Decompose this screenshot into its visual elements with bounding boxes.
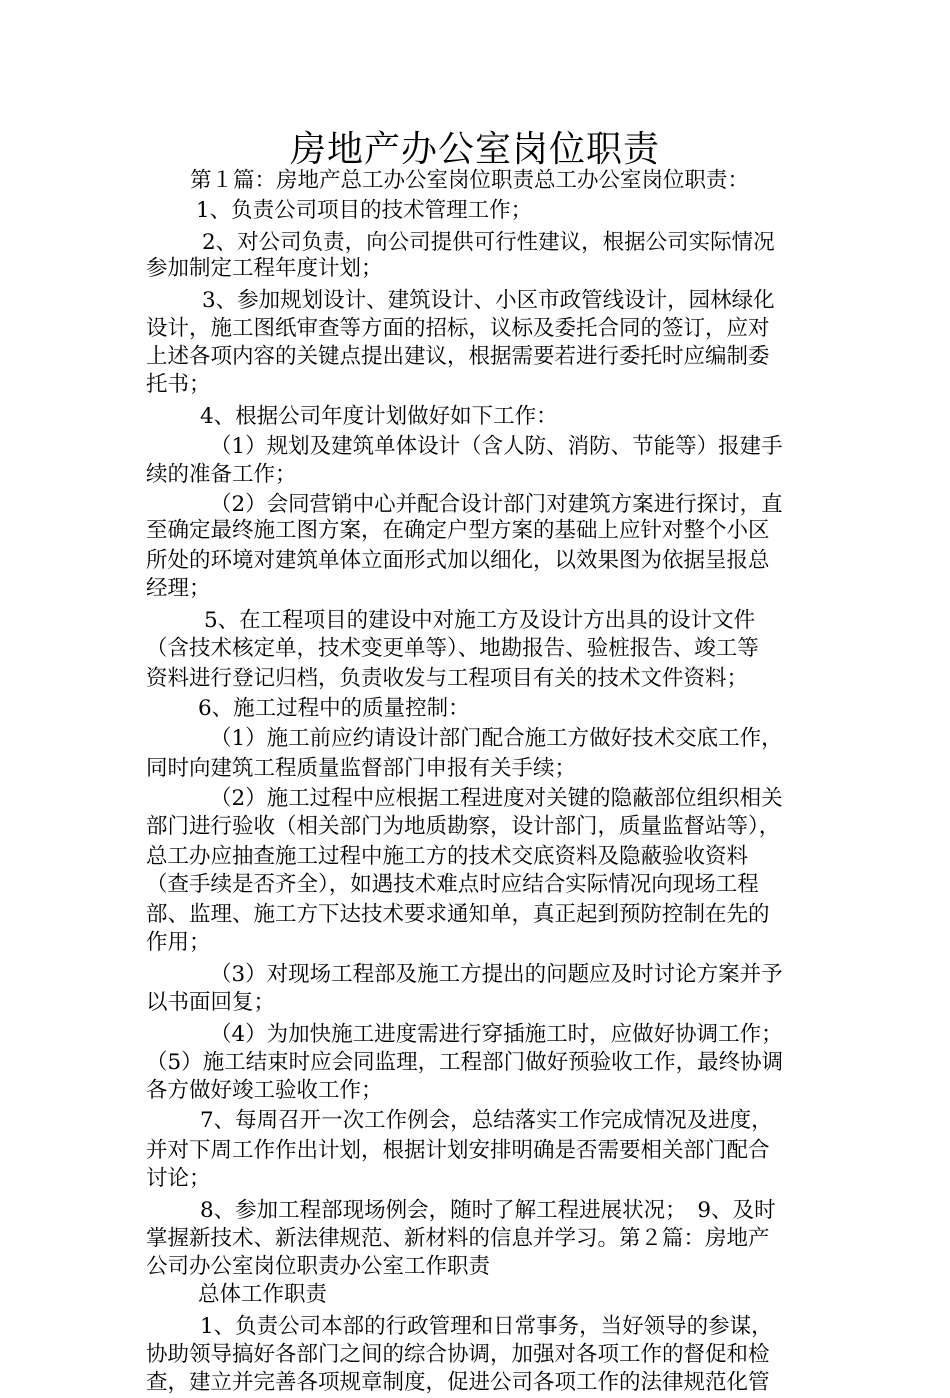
document-line: （2）施工过程中应根据工程进度对关键的隐蔽部位组织相关 (210, 786, 783, 811)
document-line: 资料进行登记归档，负责收发与工程项目有关的技术文件资料； (146, 666, 749, 691)
document-line: 托书； (146, 372, 211, 397)
document-line: 总体工作职责 (198, 1282, 328, 1307)
document-line: （1）施工前应约请设计部门配合施工方做好技术交底工作， (210, 726, 783, 751)
document-title: 房地产办公室岗位职责 (289, 129, 660, 170)
document-line: （2）会同营销中心并配合设计部门对建筑方案进行探讨，直 (210, 492, 783, 517)
document-line: 以书面回复； (146, 990, 276, 1015)
document-line: 讨论； (146, 1166, 211, 1191)
document-line: 协助领导搞好各部门之间的综合协调，加强对各项工作的督促和检 (146, 1342, 770, 1367)
document-line: 4、根据公司年度计划做好如下工作： (200, 404, 558, 429)
document-line: （3）对现场工程部及施工方提出的问题应及时讨论方案并予 (210, 962, 783, 987)
document-line: 所处的环境对建筑单体立面形式加以细化，以效果图为依据呈报总 (146, 548, 770, 573)
document-line: 设计，施工图纸审查等方面的招标，议标及委托合同的签订，应对 (146, 316, 770, 341)
document-line: 2、对公司负责，向公司提供可行性建议，根据公司实际情况 (202, 230, 775, 255)
document-line: 1、负责公司本部的行政管理和日常事务，当好领导的参谋， (200, 1314, 773, 1339)
document-line: （含技术核定单，技术变更单等）、地勘报告、验桩报告、竣工等 (146, 636, 759, 661)
document-line: 部门进行验收（相关部门为地质勘察，设计部门，质量监督站等）， (146, 814, 781, 839)
document-line: （1）规划及建筑单体设计（含人防、消防、节能等）报建手 (210, 434, 783, 459)
document-line: 部、监理、施工方下达技术要求通知单，真正起到预防控制在先的 (146, 902, 770, 927)
document-line: 至确定最终施工图方案，在确定户型方案的基础上应针对整个小区 (146, 518, 770, 543)
document-line: 7、每周召开一次工作例会，总结落实工作完成情况及进度， (200, 1108, 773, 1133)
document-line: 5、在工程项目的建设中对施工方及设计方出具的设计文件 (204, 608, 756, 633)
document-line: 经理； (146, 576, 211, 601)
document-line: 6、施工过程中的质量控制： (198, 696, 470, 721)
document-line: 同时向建筑工程质量监督部门申报有关手续； (146, 756, 577, 781)
document-line: 8、参加工程部现场例会，随时了解工程进展状况； 9、及时 (200, 1198, 776, 1223)
document-line: 掌握新技术、新法律规范、新材料的信息并学习。第２篇：房地产 (146, 1226, 770, 1251)
document-line: （查手续是否齐全），如遇技术难点时应结合实际情况向现场工程 (146, 872, 759, 897)
document-line: 并对下周工作作出计划，根据计划安排明确是否需要相关部门配合 (146, 1138, 770, 1163)
document-line: 公司办公室岗位职责办公室工作职责 (146, 1254, 491, 1279)
document-line: 各方做好竣工验收工作； (146, 1078, 383, 1103)
document-line: 第１篇：房地产总工办公室岗位职责总工办公室岗位职责： (190, 168, 750, 193)
document-line: 续的准备工作； (146, 462, 297, 487)
document-line: （4）为加快施工进度需进行穿插施工时，应做好协调工作； (210, 1022, 783, 1047)
document-line: 参加制定工程年度计划； (146, 256, 383, 281)
document-line: 总工办应抽查施工过程中施工方的技术交底资料及隐蔽验收资料 (146, 844, 749, 869)
document-line: （5）施工结束时应会同监理，工程部门做好预验收工作，最终协调 (146, 1050, 784, 1075)
document-line: 查，建立并完善各项规章制度，促进公司各项工作的法律规范化管 (146, 1370, 770, 1395)
document-line: 3、参加规划设计、建筑设计、小区市政管线设计，园林绿化 (202, 288, 775, 313)
document-line: 1、负责公司项目的技术管理工作； (196, 198, 533, 223)
document-line: 作用； (146, 930, 211, 955)
document-line: 上述各项内容的关键点提出建议，根据需要若进行委托时应编制委 (146, 344, 770, 369)
